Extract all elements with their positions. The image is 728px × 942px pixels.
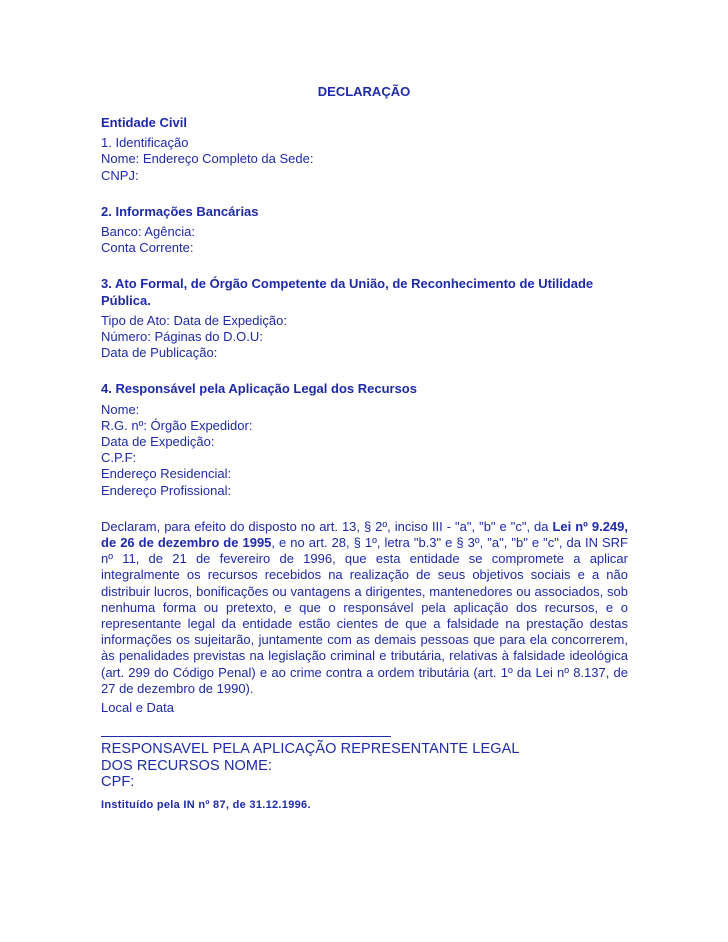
signature-line: [101, 726, 391, 737]
section-heading-entidade-civil: Entidade Civil: [101, 115, 187, 130]
local-e-data: Local e Data: [101, 700, 174, 716]
signature-title-line1: RESPONSAVEL PELA APLICAÇÃO REPRESENTANTE LEGAL: [101, 741, 520, 758]
spacer: [101, 184, 628, 204]
section-heading-bancarias: 2. Informações Bancárias: [101, 203, 259, 219]
section-heading-responsavel: 4. Responsável pela Aplicação Legal dos Recursos: [101, 381, 417, 397]
field-endereco-profissional: Endereço Profissional:: [101, 482, 232, 498]
field-data-expedicao: Data de Expedição:: [101, 434, 215, 450]
section-heading-ato-formal-line2: Pública.: [101, 292, 151, 308]
section-ato-formal: [101, 276, 628, 361]
field-cnpj: CNPJ:: [101, 167, 139, 183]
footer-note: Instituído pela IN nº 87, de 31.12.1996.: [101, 798, 311, 811]
section-entidade-civil: [101, 115, 628, 184]
field-banco-agencia: Banco: Agência:: [101, 224, 195, 240]
declaration-text-part2: , e no art. 28, § 1º, letra "b.3" e § 3º, "a", "b" e "c", da IN SRF nº 11, de 21 de fevereiro de 1996, que esta entidade se compromete a aplicar integralmente os recursos recebidos na realização de seus objetivos sociais e a não distribuir lucros, bonificações ou vantagens a dirigentes, mantenedores ou associados, sob nenhuma forma ou pretexto, e que o responsável pela aplicação dos recursos, e o representante legal da entidade estão cientes de que a falsidade na prestação destas informações os sujeitarão, juntamente com as demais pessoas que para ela concorrerem, às penalidades previstas na legislação criminal e tributária, relativas à falsidade ideológica (art. 299 do Código Penal) e ao crime contra a ordem tributária (art. 1º da Lei nº 8.137, de 27 de dezembro de 1990).: [101, 535, 628, 696]
declaration-text-part1: Declaram, para efeito do disposto no art. 13, § 2º, inciso III - "a", "b" e "c", da: [101, 518, 553, 534]
field-tipo-ato: Tipo de Ato: Data de Expedição:: [101, 312, 287, 328]
signature-title-line2: DOS RECURSOS NOME:: [101, 757, 272, 774]
document-title: DECLARAÇÃO: [317, 84, 411, 99]
signature-cpf: CPF:: [101, 774, 135, 791]
section-informacoes-bancarias: [101, 204, 628, 257]
signature-block: [101, 741, 628, 791]
field-numero-paginas: Número: Páginas do D.O.U:: [101, 329, 263, 345]
field-data-publicacao: Data de Publicação:: [101, 345, 218, 361]
declaration-paragraph: [101, 519, 628, 697]
field-cpf: C.P.F:: [101, 450, 137, 466]
document-content: [101, 115, 628, 813]
declaration-law-reference: Lei nº 9.249, de 26 de dezembro de 1995: [101, 518, 629, 551]
spacer: [101, 256, 628, 276]
spacer: [101, 361, 628, 381]
field-conta-corrente: Conta Corrente:: [101, 240, 194, 256]
field-nome-endereco: Nome: Endereço Completo da Sede:: [101, 151, 314, 167]
field-identificacao: 1. Identificação: [101, 135, 189, 151]
section-responsavel: [101, 381, 628, 498]
field-endereco-residencial: Endereço Residencial:: [101, 466, 232, 482]
field-rg: R.G. nº: Órgão Expedidor:: [101, 417, 253, 433]
field-nome: Nome:: [101, 401, 140, 417]
spacer: [101, 499, 628, 519]
section-heading-ato-formal-line1: 3. Ato Formal, de Órgão Competente da União, de Reconhecimento de Utilidade: [101, 276, 594, 292]
section-heading-ato-formal: [101, 276, 628, 308]
